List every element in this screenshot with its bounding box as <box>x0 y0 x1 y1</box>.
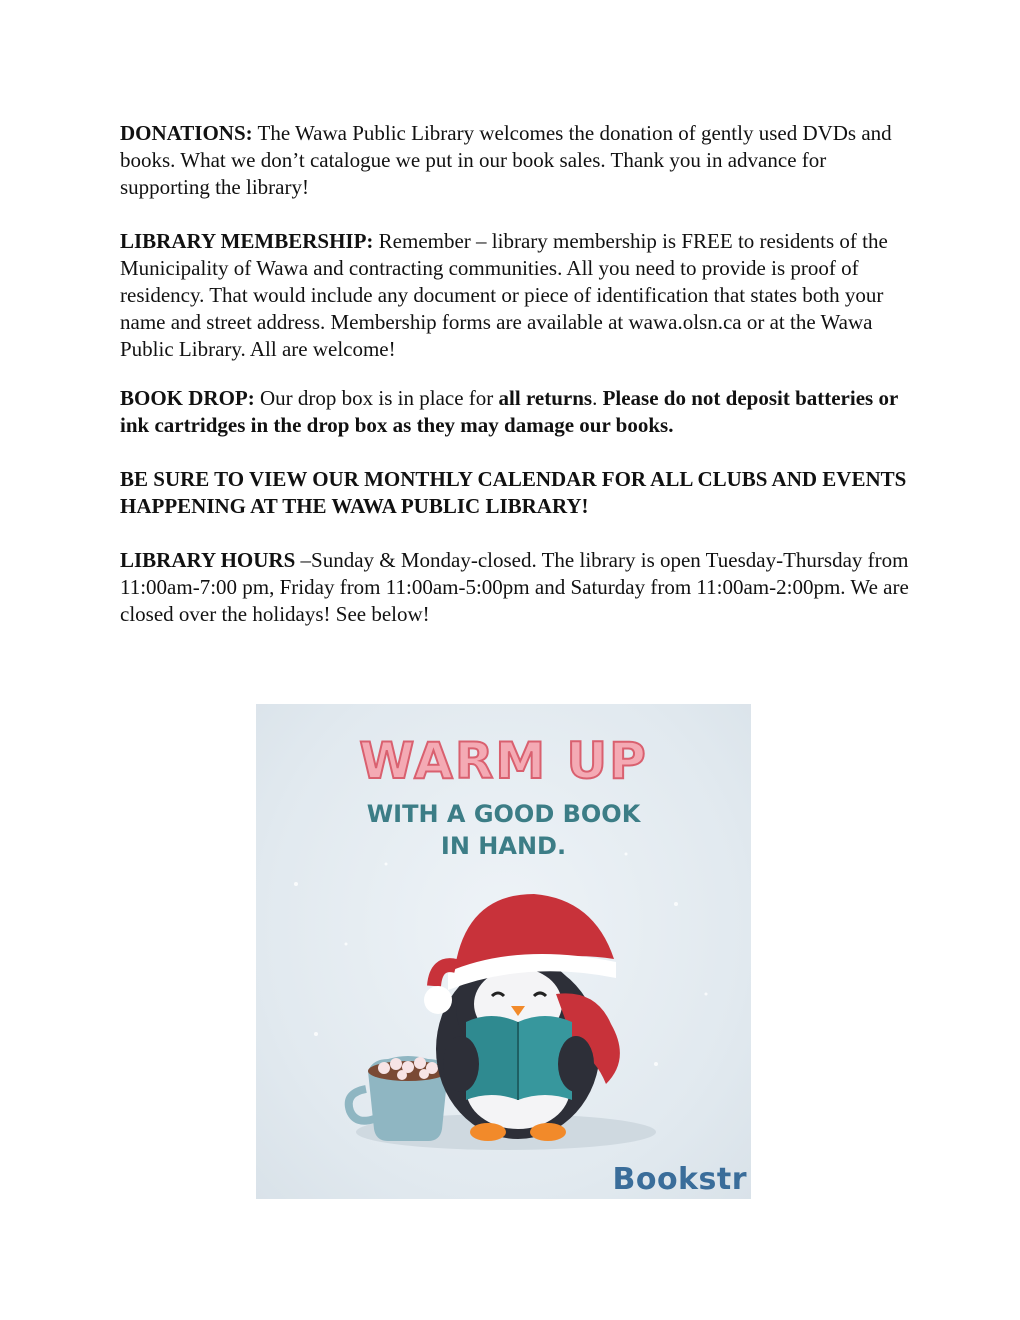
warm-up-poster-image <box>256 704 751 1199</box>
membership-heading: LIBRARY MEMBERSHIP: <box>120 229 374 253</box>
book-drop-bold-1: all returns <box>498 386 593 410</box>
donations-text: The Wawa Public Library welcomes the donation of gently used DVDs and books. What we don’t catalogue we put in our book sales. Thank you in advance for supporting the library! <box>120 121 892 199</box>
hours-heading: LIBRARY HOURS <box>120 548 296 572</box>
penguin-icon <box>424 894 620 1141</box>
donations-heading: DONATIONS: <box>120 121 253 145</box>
membership-text: Remember – library membership is FREE to residents of the Municipality of Wawa and contracting communities. All you need to provide is proof of residency. That would include any document or piece of identification that states both your name and street address. Membership forms are available at wawa.olsn.ca or at the Wawa Public Library. All are welcome! <box>120 229 888 361</box>
poster-tagline <box>256 798 751 862</box>
hours-paragraph <box>120 547 910 628</box>
book-drop-heading: BOOK DROP: <box>120 386 255 410</box>
poster-tagline-line-1: WITH A GOOD BOOK <box>366 800 641 828</box>
calendar-notice-text: BE SURE TO VIEW OUR MONTHLY CALENDAR FOR ALL CLUBS AND EVENTS HAPPENING AT THE WAWA PUBLIC LIBRARY! <box>120 467 907 518</box>
bookstr-logo: Bookstr <box>612 1162 747 1197</box>
calendar-notice <box>120 466 910 520</box>
membership-paragraph <box>120 228 910 363</box>
book-drop-warning: Please do not deposit batteries or ink cartridges in the drop box as they may damage our books. <box>120 386 898 437</box>
poster-headline: WARM UP <box>359 732 648 790</box>
hours-text: –Sunday & Monday-closed. The library is open Tuesday-Thursday from 11:00am-7:00 pm, Friday from 11:00am-5:00pm and Saturday from 11:00am-2:00pm. We are closed over the holidays! See below! <box>120 548 909 626</box>
book-drop-text-1: Our drop box is in place for <box>254 386 499 410</box>
book-drop-paragraph <box>120 385 910 439</box>
donations-paragraph <box>120 120 910 201</box>
poster-tagline-line-2: IN HAND. <box>440 832 567 860</box>
book-drop-text-2: . <box>592 386 603 410</box>
